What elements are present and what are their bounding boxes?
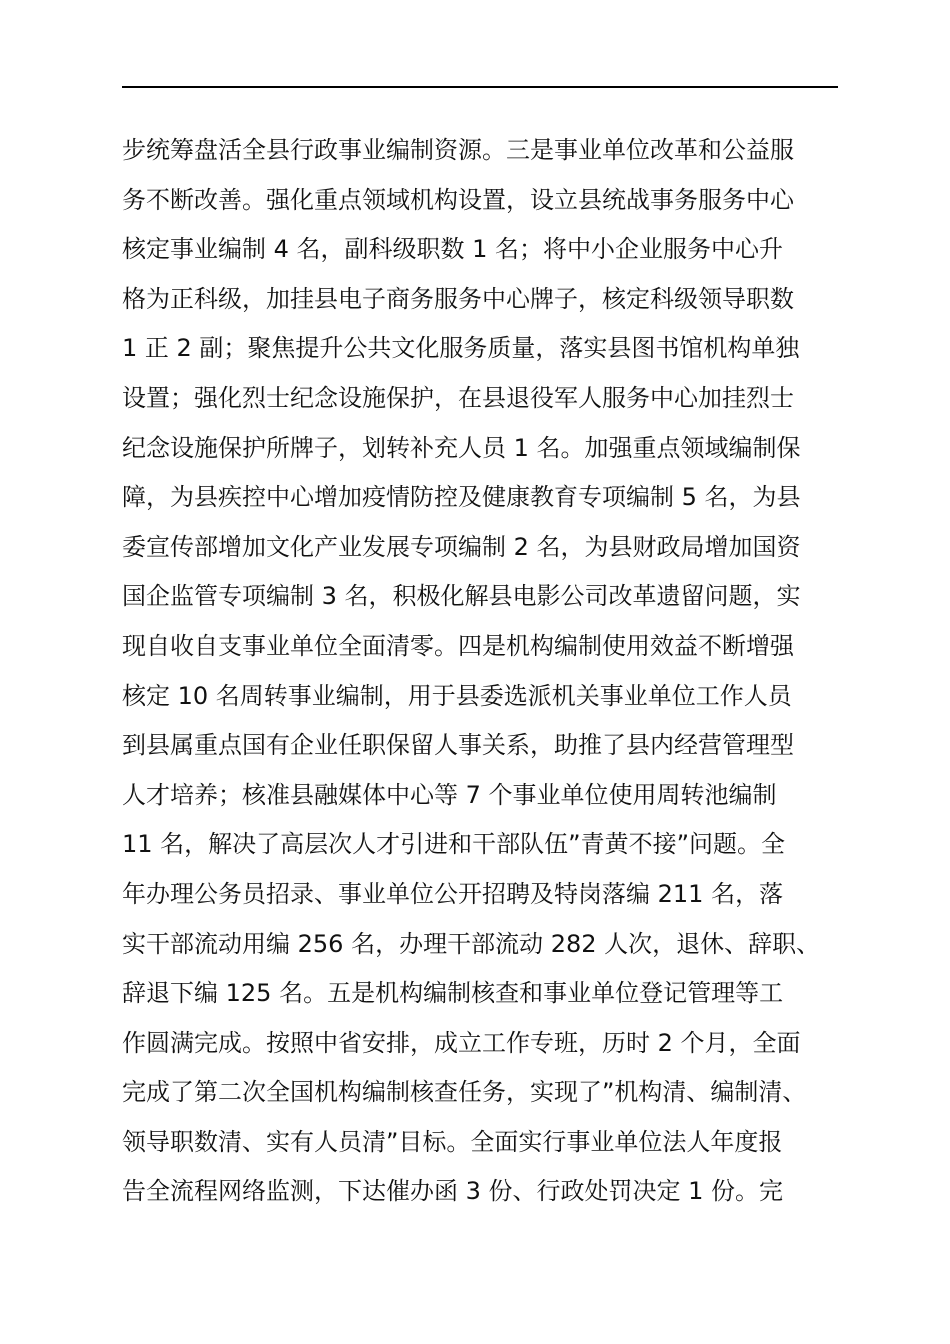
text-line: 纪念设施保护所牌子，划转补充人员 1 名。加强重点领域编制保: [122, 433, 801, 462]
text-line: 辞退下编 125 名。五是机构编制核查和事业单位登记管理等工: [122, 979, 784, 1008]
text-line: 设置；强化烈士纪念设施保护，在县退役军人服务中心加挂烈士: [122, 383, 794, 412]
text-line: 核定事业编制 4 名，副科级职数 1 名；将中小企业服务中心升: [122, 235, 784, 264]
text-line: 格为正科级，加挂县电子商务服务中心牌子，核定科级领导职数: [122, 284, 794, 313]
header-divider-line: [122, 86, 838, 88]
document-body: [122, 126, 852, 1217]
text-line: 务不断改善。强化重点领域机构设置，设立县统战事务服务中心: [122, 185, 794, 214]
text-line: 核定 10 名周转事业编制，用于县委选派机关事业单位工作人员: [122, 681, 792, 710]
text-line: 人才培养；核准县融媒体中心等 7 个事业单位使用周转池编制: [122, 780, 777, 809]
text-line: 告全流程网络监测，下达催办函 3 份、行政处罚决定 1 份。完: [122, 1177, 784, 1206]
text-line: 现自收自支事业单位全面清零。四是机构编制使用效益不断增强: [122, 631, 794, 660]
text-line: 委宣传部增加文化产业发展专项编制 2 名，为县财政局增加国资: [122, 532, 801, 561]
text-line: 到县属重点国有企业任职保留人事关系，助推了县内经营管理型: [122, 731, 794, 760]
text-line: 实干部流动用编 256 名，办理干部流动 282 人次，退休、辞职、: [122, 929, 821, 958]
text-line: 国企监管专项编制 3 名，积极化解县电影公司改革遗留问题，实: [122, 582, 801, 611]
text-line: 障，为县疾控中心增加疫情防控及健康教育专项编制 5 名，为县: [122, 483, 801, 512]
text-line: 领导职数清、实有人员清”目标。全面实行事业单位法人年度报: [122, 1127, 783, 1156]
text-line: 1 正 2 副；聚焦提升公共文化服务质量，落实县图书馆机构单独: [122, 334, 800, 363]
text-line: 步统筹盘活全县行政事业编制资源。三是事业单位改革和公益服: [122, 136, 794, 164]
text-line: 11 名，解决了高层次人才引进和干部队伍”青黄不接”问题。全: [122, 830, 786, 859]
text-line: 完成了第二次全国机构编制核查任务，实现了”机构清、编制清、: [122, 1078, 807, 1107]
text-line: 年办理公务员招录、事业单位公开招聘及特岗落编 211 名，落: [122, 879, 784, 908]
text-line: 作圆满完成。按照中省安排，成立工作专班，历时 2 个月，全面: [122, 1028, 801, 1057]
